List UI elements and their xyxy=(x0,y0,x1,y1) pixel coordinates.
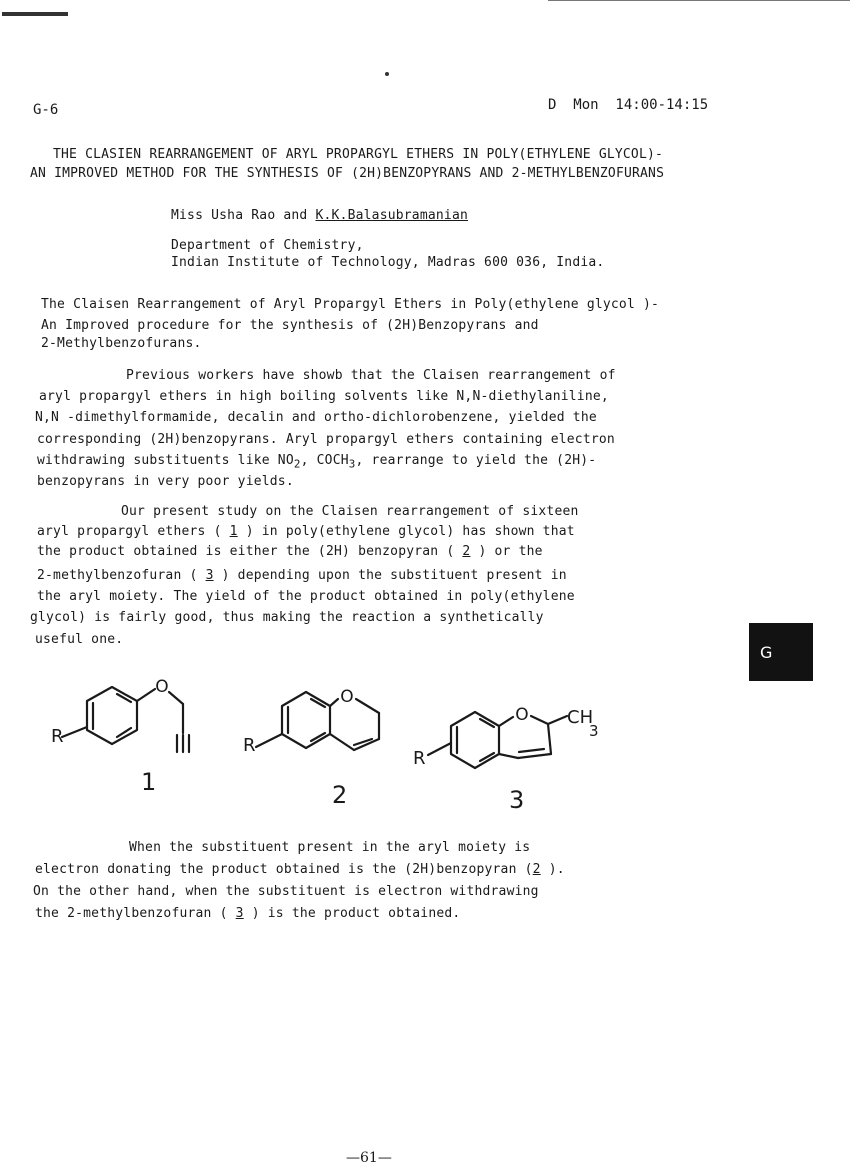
author-first: Miss Usha Rao and xyxy=(171,208,316,223)
author-presenting: K.K.Balasubramanian xyxy=(315,208,468,223)
para3-line-4 xyxy=(35,906,460,921)
para1-line-3: N,N -dimethylformamide, decalin and ortho-dichlorobenzene, yielded the xyxy=(35,410,597,425)
methyl-subscript: 3 xyxy=(589,722,599,740)
para2-line-3-b: ) or the xyxy=(470,544,543,559)
compound-ref-3b: 3 xyxy=(235,906,244,921)
oxygen-label-2: O xyxy=(340,687,354,707)
para2-line-2-a: aryl propargyl ethers ( xyxy=(37,524,230,539)
para3-line-1: When the substituent present in the aryl moiety is xyxy=(129,840,531,855)
para1-line-5-a: withdrawing substituents like NO xyxy=(37,453,294,468)
oxygen-label-1: O xyxy=(155,677,169,697)
oxygen-label-3: O xyxy=(515,705,529,725)
para1-line-2: aryl propargyl ethers in high boiling solvents like N,N-diethylaniline, xyxy=(39,389,609,404)
para2-line-6: glycol) is fairly good, thus making the reaction a synthetically xyxy=(30,610,544,625)
compound-ref-3: 3 xyxy=(205,568,214,583)
title-line-1: THE CLASIEN REARRANGEMENT OF ARYL PROPARGYL ETHERS IN POLY(ETHYLENE GLYCOL)- xyxy=(53,147,664,162)
compound-ref-1: 1 xyxy=(229,524,238,539)
para3-line-2-a: electron donating the product obtained is the (2H)benzopyran ( xyxy=(35,862,533,877)
session-schedule: D Mon 14:00-14:15 xyxy=(548,97,709,113)
abstract-title-line-2: An Improved procedure for the synthesis of (2H)Benzopyrans and xyxy=(41,318,539,333)
para2-line-2-b: ) in poly(ethylene glycol) has shown that xyxy=(237,524,575,539)
compound-label-1: 1 xyxy=(141,768,157,796)
para1-line-5-b: , COCH xyxy=(300,453,349,468)
abstract-title-line-3: 2-Methylbenzofurans. xyxy=(41,336,202,351)
para3-line-2 xyxy=(35,862,565,877)
no2-subscript: 2 xyxy=(293,457,301,471)
para3-line-4-b: ) is the product obtained. xyxy=(243,906,461,921)
para1-line-4: corresponding (2H)benzopyrans. Aryl propargyl ethers containing electron xyxy=(37,432,615,447)
compound-ref-2: 2 xyxy=(462,544,471,559)
r-group-label-2: R xyxy=(243,735,256,756)
structure-2-drawing xyxy=(256,692,379,750)
structure-3-drawing xyxy=(428,712,567,768)
page-number: —61— xyxy=(346,1150,392,1166)
affiliation-line-2: Indian Institute of Technology, Madras 600 036, India. xyxy=(171,255,605,270)
para2-line-7: useful one. xyxy=(35,632,124,647)
para3-line-2-b: ). xyxy=(540,862,565,877)
para2-line-1: Our present study on the Claisen rearrangement of sixteen xyxy=(121,504,579,519)
para2-line-3-a: the product obtained is either the (2H) benzopyran ( xyxy=(37,544,463,559)
compound-ref-2b: 2 xyxy=(532,862,541,877)
r-group-label-1: R xyxy=(51,726,64,747)
title-line-2: AN IMPROVED METHOD FOR THE SYNTHESIS OF (2H)BENZOPYRANS AND 2-METHYLBENZOFURANS xyxy=(30,166,665,181)
para2-line-4-b: ) depending upon the substituent present in xyxy=(213,568,567,583)
r-group-label-3: R xyxy=(413,748,426,769)
para1-line-6: benzopyrans in very poor yields. xyxy=(37,474,294,489)
compound-label-3: 3 xyxy=(509,786,525,814)
para1-line-1: Previous workers have showb that the Claisen rearrangement of xyxy=(126,368,616,383)
affiliation-line-1: Department of Chemistry, xyxy=(171,238,364,253)
para2-line-4-a: 2-methylbenzofuran ( xyxy=(37,568,206,583)
section-tab: G xyxy=(749,623,813,681)
session-code: G-6 xyxy=(33,102,59,118)
structure-1-drawing xyxy=(62,687,189,752)
compound-label-2: 2 xyxy=(332,781,348,809)
para3-line-4-a: the 2-methylbenzofuran ( xyxy=(35,906,236,921)
coch3-subscript: 3 xyxy=(348,457,356,471)
abstract-title-line-1: The Claisen Rearrangement of Aryl Propargyl Ethers in Poly(ethylene glycol )- xyxy=(41,297,660,312)
para1-line-5-c: , rearrange to yield the (2H)- xyxy=(355,453,597,468)
para2-line-5: the aryl moiety. The yield of the product obtained in poly(ethylene xyxy=(37,589,575,604)
para3-line-3: On the other hand, when the substituent is electron withdrawing xyxy=(33,884,539,899)
methyl-label: CH xyxy=(567,707,594,728)
